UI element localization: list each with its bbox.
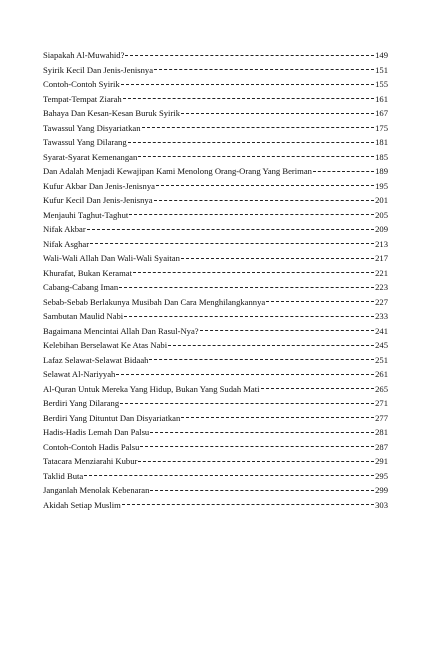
- dot-leader: [122, 503, 374, 505]
- toc-entry: [43, 222, 388, 237]
- dot-leader: [128, 141, 374, 143]
- toc-entry-page-number: 181: [375, 137, 388, 147]
- toc-entry-title: Wali-Wali Allah Dan Wali-Wali Syaitan: [43, 253, 180, 263]
- dot-leader: [154, 199, 375, 201]
- toc-entry: [43, 266, 388, 281]
- toc-entry: [43, 48, 388, 63]
- toc-entry-page-number: 233: [375, 311, 388, 321]
- toc-entry-page-number: 271: [375, 398, 388, 408]
- toc-entry-title: Tawassul Yang Dilarang: [43, 137, 127, 147]
- dot-leader: [154, 68, 374, 70]
- dot-leader: [266, 300, 374, 302]
- toc-entry-page-number: 161: [375, 93, 388, 104]
- toc-entry-title: Hadis-Hadis Lemah Dan Palsu: [43, 427, 150, 437]
- dot-leader: [116, 373, 374, 375]
- dot-leader: [150, 431, 374, 433]
- toc-entry-title: Contoh-Contoh Hadis Palsu: [43, 441, 140, 452]
- toc-entry-title: Nifak Asghar: [43, 238, 90, 249]
- dot-leader: [200, 329, 375, 331]
- toc-entry-page-number: 245: [375, 340, 388, 350]
- dot-leader: [138, 460, 374, 462]
- toc-entry-page-number: 265: [375, 383, 388, 394]
- toc-entry-title: Kufur Akbar Dan Jenis-Jenisnya: [43, 180, 155, 191]
- toc-entry-page-number: 205: [375, 209, 388, 220]
- toc-entry-title: Berdiri Yang Dilarang: [43, 398, 120, 408]
- toc-entry: [43, 440, 388, 455]
- toc-entry-page-number: 303: [375, 499, 388, 510]
- dot-leader: [142, 126, 375, 128]
- toc-entry-page-number: 241: [375, 325, 388, 336]
- toc-entry: [43, 396, 388, 411]
- toc-entry-page-number: 175: [375, 122, 388, 133]
- toc-entry-title: Bahaya Dan Kesan-Kesan Buruk Syirik: [43, 108, 180, 118]
- toc-entry-title: Sebab-Sebab Berlakunya Musibah Dan Cara Menghilangkannya: [43, 296, 266, 307]
- dot-leader: [119, 286, 374, 288]
- dot-leader: [87, 228, 374, 230]
- dot-leader: [125, 54, 374, 56]
- dot-leader: [124, 315, 374, 317]
- toc-entry-title: Kufur Kecil Dan Jenis-Jenisnya: [43, 195, 153, 205]
- toc-entry: [43, 280, 388, 295]
- dot-leader: [181, 257, 374, 259]
- toc-entry: [43, 367, 388, 382]
- toc-entry-title: Selawat Al-Nariyyah: [43, 369, 116, 379]
- toc-entry-page-number: 251: [375, 354, 388, 365]
- toc-entry-page-number: 291: [375, 456, 388, 466]
- toc-entry-page-number: 151: [375, 64, 388, 75]
- toc-entry: [43, 324, 388, 339]
- dot-leader: [261, 387, 375, 389]
- toc-entry: [43, 77, 388, 92]
- toc-entry-title: Tatacara Menziarahi Kubur: [43, 456, 138, 466]
- toc-entry-title: Tempat-Tempat Ziarah: [43, 93, 122, 104]
- toc-entry-page-number: 185: [375, 151, 388, 162]
- dot-leader: [156, 184, 374, 186]
- dot-leader: [133, 271, 374, 273]
- dot-leader: [90, 242, 374, 244]
- toc-entry-title: Cabang-Cabang Iman: [43, 282, 119, 292]
- toc-entry-title: Akidah Setiap Muslim: [43, 499, 121, 510]
- toc-entry-title: Siapakah Al-Muwahid?: [43, 50, 125, 60]
- dot-leader: [121, 83, 374, 85]
- toc-entry-page-number: 209: [375, 224, 388, 234]
- toc-entry-title: Khurafat, Bukan Keramat: [43, 267, 133, 278]
- toc-entry: [43, 338, 388, 353]
- dot-leader: [84, 474, 374, 476]
- toc-entry-title: Janganlah Menolak Kebenaran: [43, 485, 150, 495]
- toc-entry-title: Bagaimana Mencintai Allah Dan Rasul-Nya?: [43, 325, 199, 336]
- toc-entry-title: Taklid Buta: [43, 470, 84, 481]
- toc-entry: [43, 193, 388, 208]
- toc-entry: [43, 63, 388, 78]
- toc-entry-page-number: 217: [375, 253, 388, 263]
- toc-entry: [43, 309, 388, 324]
- toc-entry: [43, 483, 388, 498]
- toc-entry-title: Syarat-Syarat Kemenangan: [43, 151, 138, 162]
- toc-entry-page-number: 213: [375, 238, 388, 249]
- dot-leader: [181, 416, 374, 418]
- toc-entry: [43, 92, 388, 107]
- toc-entry-title: Tawassul Yang Disyariatkan: [43, 122, 141, 133]
- toc-entry-title: Lafaz Selawat-Selawat Bidaah: [43, 354, 149, 365]
- toc-entry-title: Berdiri Yang Dituntut Dan Disyariatkan: [43, 412, 181, 423]
- toc-entry: [43, 150, 388, 165]
- toc-entry-title: Dan Adalah Menjadi Kewajipan Kami Menolong Orang-Orang Yang Beriman: [43, 166, 312, 176]
- toc-entry-page-number: 295: [375, 470, 388, 481]
- toc-entry: [43, 382, 388, 397]
- toc-entry-page-number: 277: [375, 412, 388, 423]
- toc-entry-page-number: 189: [375, 166, 388, 176]
- toc-entry-page-number: 155: [375, 79, 388, 89]
- dot-leader: [150, 489, 374, 491]
- toc-entry-title: Nifak Akbar: [43, 224, 86, 234]
- dot-leader: [129, 213, 374, 215]
- dot-leader: [123, 97, 374, 99]
- toc-entry-page-number: 227: [375, 296, 388, 307]
- toc-entry: [43, 179, 388, 194]
- dot-leader: [313, 170, 374, 172]
- toc-entry-page-number: 299: [375, 485, 388, 495]
- toc-entry-page-number: 167: [375, 108, 388, 118]
- toc-entry: [43, 353, 388, 368]
- toc-entry-title: Sambutan Maulid Nabi: [43, 311, 124, 321]
- toc-entry: [43, 237, 388, 252]
- dot-leader: [120, 402, 374, 404]
- dot-leader: [149, 358, 374, 360]
- toc-entry: [43, 295, 388, 310]
- toc-entry-page-number: 195: [375, 180, 388, 191]
- toc-entry: [43, 425, 388, 440]
- toc-entry: [43, 498, 388, 513]
- toc-entry-title: Kelebihan Berselawat Ke Atas Nabi: [43, 340, 168, 350]
- dot-leader: [181, 112, 374, 114]
- toc-entry: [43, 106, 388, 121]
- dot-leader: [138, 155, 374, 157]
- toc-entry: [43, 411, 388, 426]
- toc-entry-page-number: 201: [375, 195, 388, 205]
- table-of-contents: [43, 48, 388, 512]
- dot-leader: [140, 445, 374, 447]
- toc-entry: [43, 121, 388, 136]
- toc-entry-page-number: 261: [375, 369, 388, 379]
- toc-entry-page-number: 223: [375, 282, 388, 292]
- toc-entry-title: Syirik Kecil Dan Jenis-Jenisnya: [43, 64, 154, 75]
- toc-entry: [43, 251, 388, 266]
- toc-entry-page-number: 281: [375, 427, 388, 437]
- dot-leader: [168, 344, 374, 346]
- toc-entry: [43, 135, 388, 150]
- toc-entry: [43, 208, 388, 223]
- toc-entry-page-number: 287: [375, 441, 388, 452]
- toc-entry: [43, 164, 388, 179]
- toc-entry: [43, 469, 388, 484]
- toc-entry: [43, 454, 388, 469]
- toc-entry-title: Menjauhi Taghut-Taghut: [43, 209, 129, 220]
- toc-entry-title: Al-Quran Untuk Mereka Yang Hidup, Bukan Yang Sudah Mati: [43, 383, 260, 394]
- toc-entry-page-number: 149: [375, 50, 388, 60]
- toc-entry-page-number: 221: [375, 267, 388, 278]
- toc-entry-title: Contoh-Contoh Syirik: [43, 79, 120, 89]
